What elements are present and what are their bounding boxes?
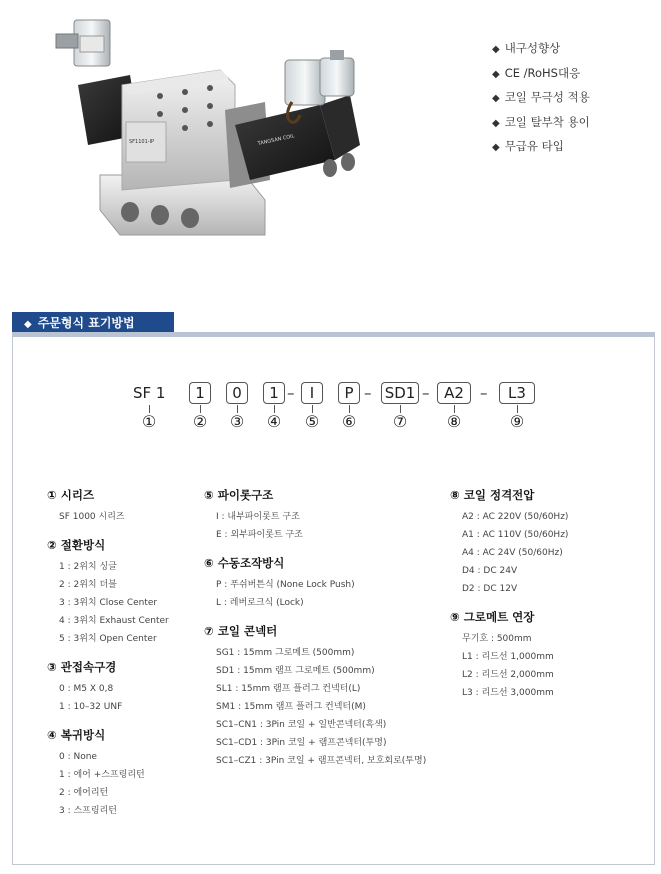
spec-item: SC1–CD1 : 3Pin 코일 + 램프콘넥터(투명) — [216, 738, 387, 748]
code-position-number: ② — [192, 412, 208, 431]
spec-item: 1 : 에어 +스프링리턴 — [59, 770, 145, 780]
spec-column-3 — [450, 487, 640, 713]
spec-switching — [47, 537, 197, 648]
spec-manual — [204, 555, 434, 612]
code-position-number: ⑥ — [341, 412, 357, 431]
spec-connector — [204, 623, 434, 770]
product-model-label: SF1101-IP — [129, 139, 155, 145]
code-position-number: ⑦ — [392, 412, 408, 431]
spec-item: 0 : M5 X 0,8 — [59, 684, 114, 694]
spec-item: 2 : 에어리턴 — [59, 788, 109, 798]
spec-title: ⑧ 코일 정격전압 — [450, 488, 535, 502]
spec-item: 3 : 3위치 Close Center — [59, 598, 158, 608]
spec-item: 3 : 스프링리턴 — [59, 806, 117, 816]
spec-item: E : 외부파이롯트 구조 — [216, 530, 303, 540]
spec-title: ③ 관접속구경 — [47, 660, 117, 674]
code-box: L3 — [499, 382, 535, 404]
spec-item: SC1–CN1 : 3Pin 코일 + 일반콘넥터(흑색) — [216, 720, 387, 730]
code-prefix: SF 1 — [133, 384, 166, 402]
spec-pilot — [204, 487, 434, 544]
spec-item: 무기호 : 500mm — [462, 634, 532, 644]
spec-item: L : 레버로크식 (Lock) — [216, 598, 304, 608]
code-box: 1 — [189, 382, 211, 404]
spec-item: 5 : 3위치 Open Center — [59, 634, 157, 644]
feature-item: ◆ 무급유 타입 — [492, 139, 564, 153]
feature-item: ◆ CE /RoHS대응 — [492, 65, 581, 80]
feature-list — [492, 37, 590, 160]
spec-item: 0 : None — [59, 752, 97, 762]
spec-title: ④ 복귀방식 — [47, 728, 106, 742]
code-position-number: ⑤ — [304, 412, 320, 431]
spec-item: SM1 : 15mm 램프 플러그 컨넥터(M) — [216, 702, 366, 712]
diamond-bullet-icon: ◆ — [492, 68, 500, 80]
spec-column-2 — [204, 487, 434, 781]
spec-title: ⑤ 파이롯구조 — [204, 488, 274, 502]
spec-title: ① 시리즈 — [47, 488, 95, 502]
spec-item: 4 : 3위치 Exhaust Center — [59, 616, 169, 626]
feature-item: ◆ 코일 무극성 적용 — [492, 90, 590, 104]
coil-label: TANGSAN COIL — [257, 133, 296, 147]
spec-port-size — [47, 659, 197, 716]
code-box: I — [301, 382, 323, 404]
product-image — [30, 10, 380, 260]
feature-item: ◆ 코일 탈부착 용이 — [492, 114, 590, 129]
spec-item: 2 : 2위치 더블 — [59, 580, 117, 590]
code-dash: – — [422, 384, 430, 402]
spec-title: ② 절환방식 — [47, 538, 106, 552]
feature-item: ◆ 내구성향상 — [492, 41, 561, 55]
spec-item: A1 : AC 110V (50/60Hz) — [462, 530, 569, 540]
section-header — [12, 312, 174, 334]
spec-title: ⑥ 수동조작방식 — [204, 556, 285, 570]
diamond-bullet-icon: ◆ — [492, 142, 500, 153]
spec-item: P : 푸쉬버튼식 (None Lock Push) — [216, 580, 355, 590]
spec-grommet — [450, 609, 640, 702]
spec-item: D4 : DC 24V — [462, 566, 518, 576]
code-box: 0 — [226, 382, 248, 404]
diamond-bullet-icon: ◆ — [492, 93, 500, 104]
spec-item: SF 1000 시리즈 — [59, 512, 125, 522]
code-position-number: ⑨ — [509, 412, 525, 431]
spec-item: SD1 : 15mm 램프 그로메트 (500mm) — [216, 666, 375, 676]
spec-series — [47, 487, 197, 526]
spec-item: SL1 : 15mm 램프 플러그 컨넥터(L) — [216, 684, 361, 694]
code-position-number: ④ — [266, 412, 282, 431]
code-position-number: ① — [141, 412, 157, 431]
code-position-number: ③ — [229, 412, 245, 431]
spec-item: D2 : DC 12V — [462, 584, 518, 594]
code-dash: – — [364, 384, 372, 402]
ordering-code — [0, 382, 661, 408]
spec-item: I : 내부파이롯트 구조 — [216, 512, 300, 522]
spec-return — [47, 727, 197, 820]
spec-item: 1 : 10–32 UNF — [59, 702, 123, 712]
code-position-number: ⑧ — [446, 412, 462, 431]
code-box: SD1 — [381, 382, 419, 404]
section-title: 주문형식 표기방법 — [37, 316, 135, 330]
spec-item: L2 : 리드선 2,000mm — [462, 670, 554, 680]
spec-item: 1 : 2위치 싱글 — [59, 562, 117, 572]
spec-column-1 — [47, 487, 197, 831]
code-box: P — [338, 382, 360, 404]
spec-item: A4 : AC 24V (50/60Hz) — [462, 548, 563, 558]
diamond-bullet-icon: ◆ — [492, 117, 500, 129]
spec-item: SC1–CZ1 : 3Pin 코일 + 램프콘넥터, 보호회로(투명) — [216, 756, 427, 766]
spec-item: A2 : AC 220V (50/60Hz) — [462, 512, 569, 522]
code-box: A2 — [437, 382, 471, 404]
spec-title: ⑦ 코일 콘넥터 — [204, 624, 278, 638]
code-box: 1 — [263, 382, 285, 404]
diamond-bullet-icon: ◆ — [492, 44, 500, 55]
spec-item: L1 : 리드선 1,000mm — [462, 652, 554, 662]
spec-title: ⑨ 그로메트 연장 — [450, 610, 535, 624]
spec-item: SG1 : 15mm 그로메트 (500mm) — [216, 648, 355, 658]
diamond-bullet-icon: ◆ — [24, 319, 32, 330]
spec-voltage — [450, 487, 640, 598]
spec-item: L3 : 리드선 3,000mm — [462, 688, 554, 698]
code-dash: – — [480, 384, 488, 402]
code-dash: – — [287, 384, 295, 402]
